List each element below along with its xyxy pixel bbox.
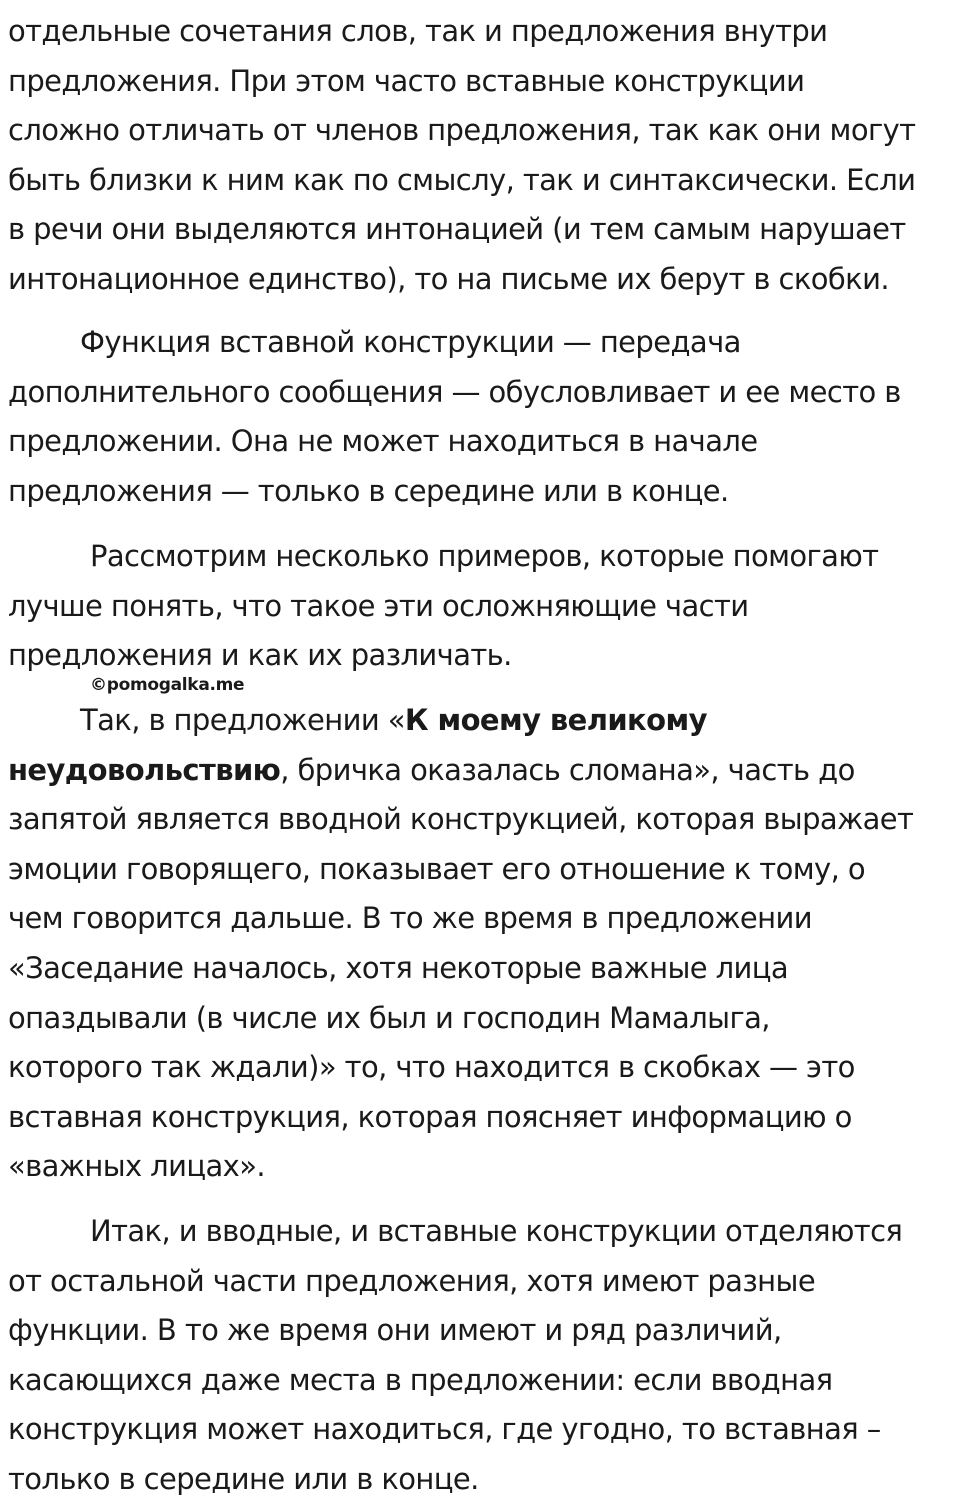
text-line: в речи они выделяются интонацией (и тем самым нарушает [8,212,906,247]
text-line [8,696,953,746]
text-line: которого так ждали)» то, что находится в скобках — это [8,1050,855,1085]
text-line: интонационное единство), то на письме их берут в скобки. [8,261,889,296]
text-line: вставная конструкция, которая поясняет информацию о [8,1099,852,1134]
bold-example-phrase: неудовольствию [8,752,281,787]
watermark-text: ©pomogalka.me [90,675,245,695]
text-line: отдельные сочетания слов, так и предложения внутри [8,14,828,48]
text-line: касающихся даже места в предложении: если вводная [8,1362,833,1397]
paragraph-function [8,318,953,516]
text-fragment: Так, в предложении « [80,703,405,737]
text-line: предложения. При этом часто вставные конструкции [8,63,805,98]
paragraph-examples-intro [8,532,953,681]
text-line: от остальной части предложения, хотя имеют разные [8,1263,816,1298]
text-line: «Заседание началось, хотя некоторые важные лица [8,950,789,985]
text-line: Функция вставной конструкции — передача [80,325,741,359]
text-line: функции. В то же время они имеют и ряд различий, [8,1313,782,1348]
text-line: конструкция может находиться, где угодно, то вставная – [8,1412,881,1447]
text-line: предложения и как их различать. [8,638,512,673]
text-line: чем говорится дальше. В то же время в предложении [8,901,813,936]
text-line: запятой является вводной конструкцией, которая выражает [8,802,914,837]
text-line [8,746,953,796]
text-line: только в середине или в конце. [8,1461,479,1496]
text-line: Рассмотрим несколько примеров, которые помогают [90,539,879,573]
paragraph-intro [8,7,953,305]
text-line: лучше понять, что такое эти осложняющие части [8,588,749,623]
text-line: предложения — только в середине или в конце. [8,473,729,508]
paragraph-examples [8,696,953,1192]
text-line: «важных лицах». [8,1149,265,1184]
paragraph-conclusion [8,1207,953,1505]
text-line: дополнительного сообщения — обусловливает и ее место в [8,374,901,409]
text-fragment: , бричка оказалась сломана», часть до [280,752,855,787]
text-line: опаздывали (в числе их был и господин Мамалыга, [8,1000,770,1035]
bold-example-phrase: К моему великому [404,703,707,737]
text-line: эмоции говорящего, показывает его отношение к тому, о [8,851,865,886]
text-line: Итак, и вводные, и вставные конструкции отделяются [90,1214,903,1248]
text-line: предложении. Она не может находиться в начале [8,424,758,459]
text-line: быть близки к ним как по смыслу, так и синтаксически. Если [8,162,916,197]
text-line: сложно отличать от членов предложения, так как они могут [8,113,916,148]
